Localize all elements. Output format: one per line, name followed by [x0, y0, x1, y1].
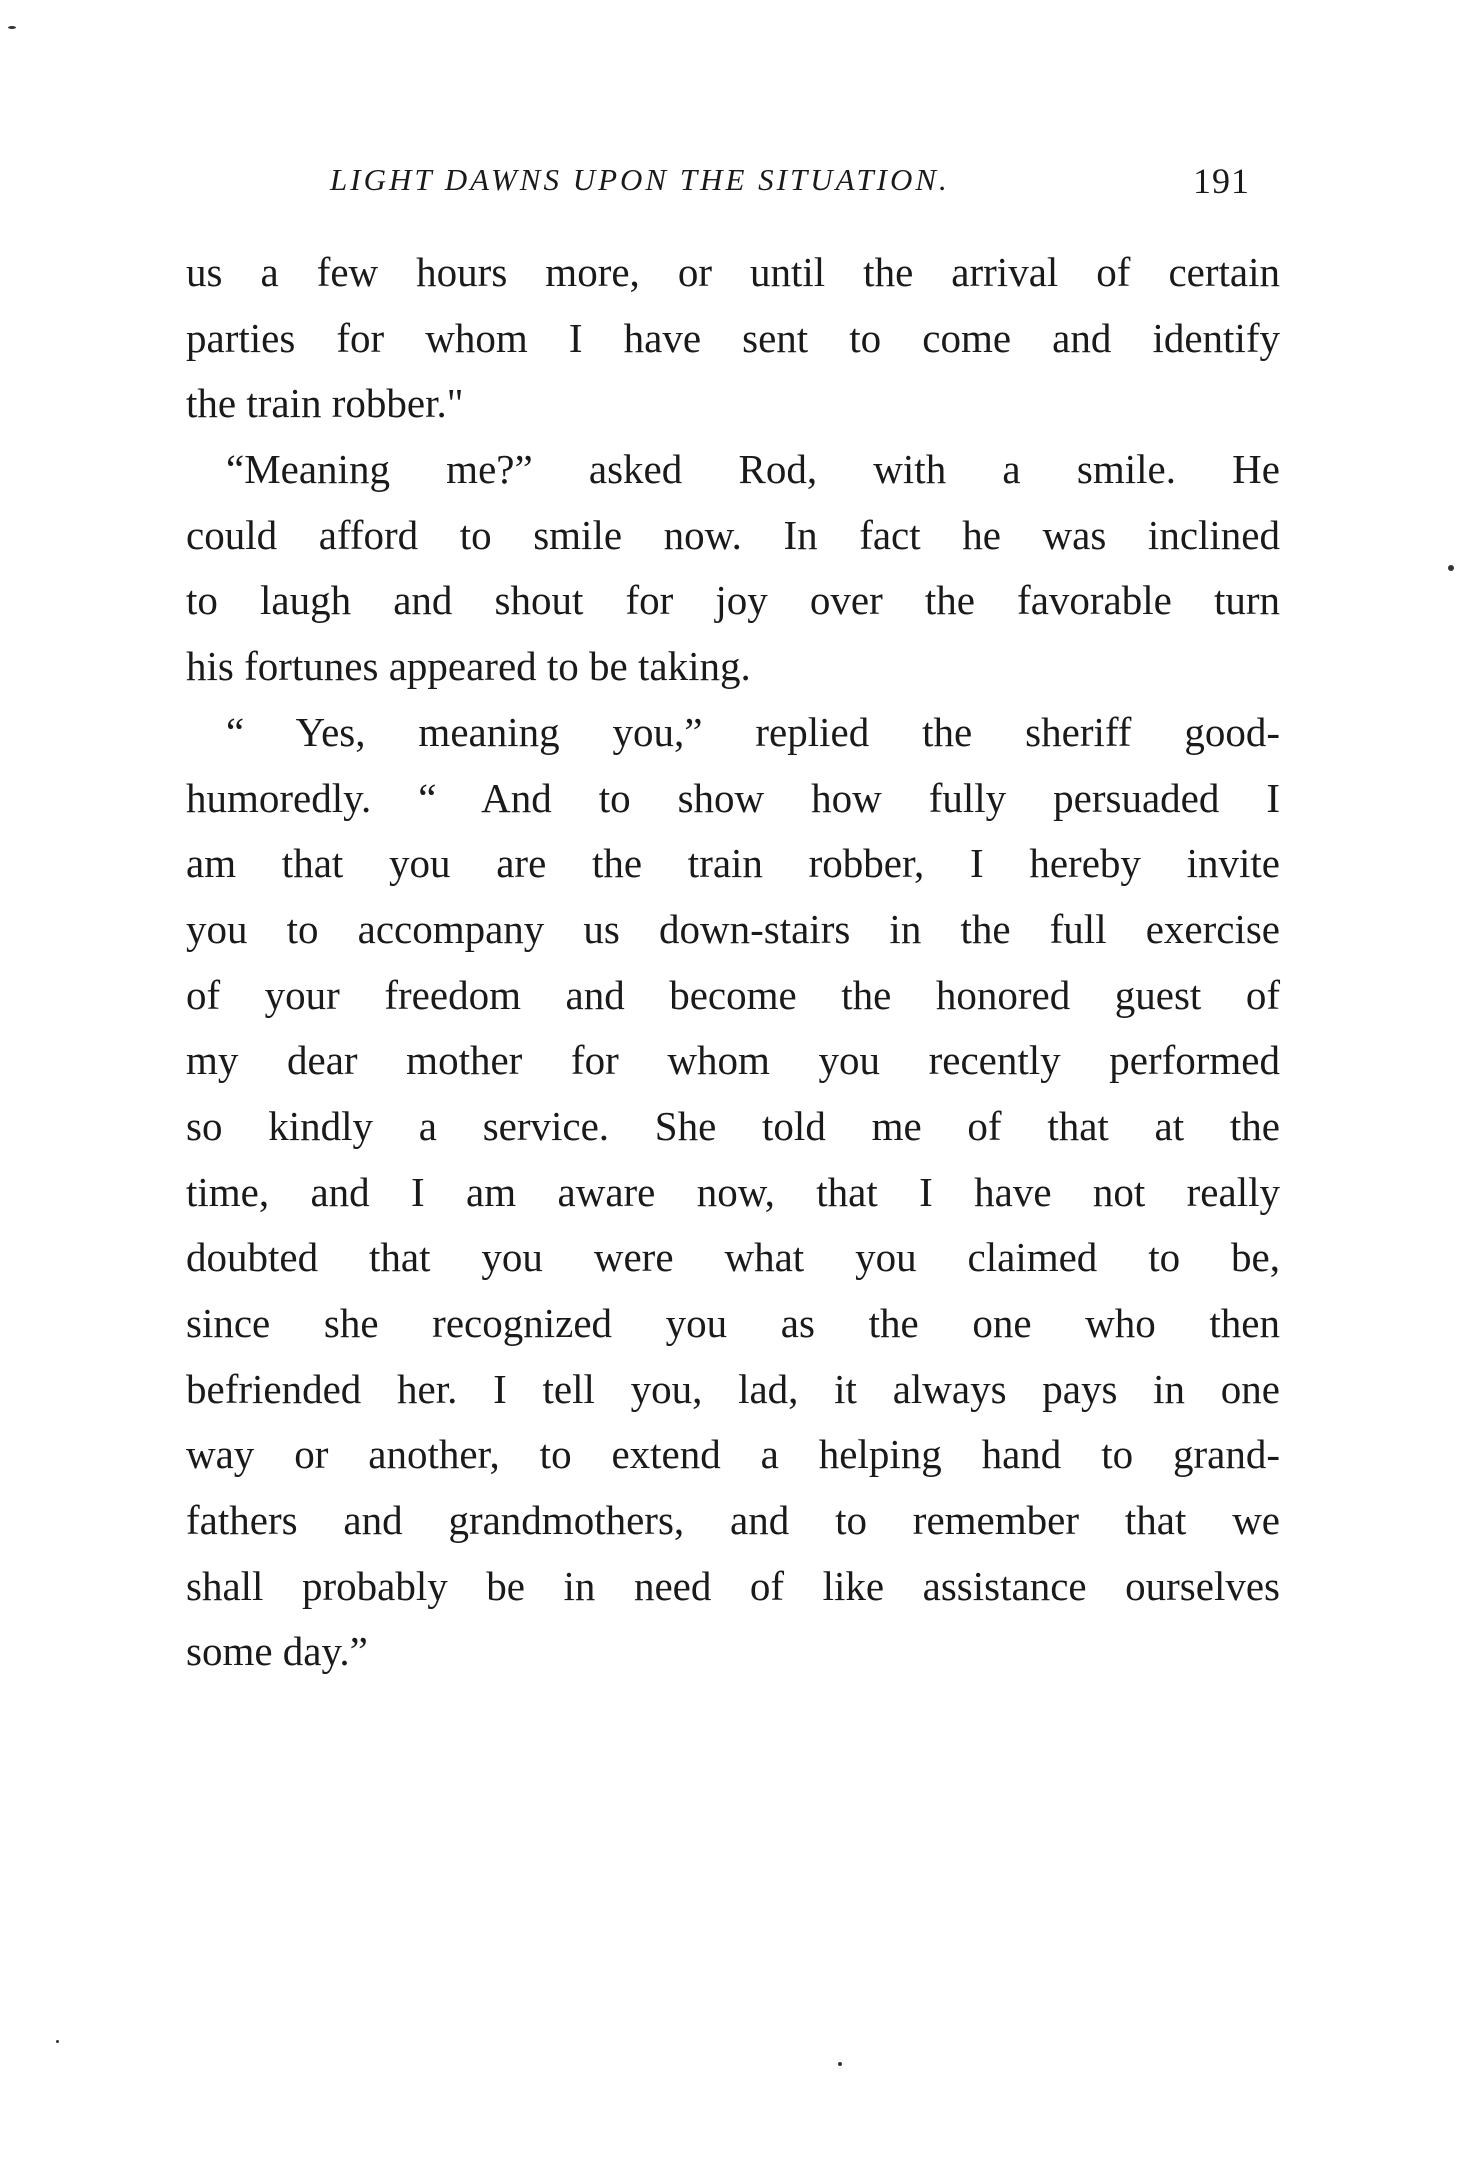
text-line: “ Yes, meaning you,” replied the sheriff good- [226, 708, 1280, 755]
text-line: since she recognized you as the one who then [186, 1300, 1280, 1346]
text-line: fathers and grandmothers, and to remember that we [186, 1497, 1280, 1544]
text-line: “Meaning me?” asked Rod, with a smile. He [226, 446, 1280, 493]
running-head [330, 162, 1250, 206]
text-line: us a few hours more, or until the arrival of certain [186, 249, 1280, 295]
text-line: am that you are the train robber, I hereby invite [186, 840, 1280, 887]
text-line: doubted that you were what you claimed to be, [186, 1234, 1280, 1281]
scan-speck [56, 2040, 59, 2043]
scan-speck [1448, 565, 1454, 571]
text-line: some day.” [186, 1628, 368, 1675]
text-line: his fortunes appeared to be taking. [186, 643, 751, 690]
scan-speck [838, 2062, 842, 2066]
text-line: humoredly. “ And to show how fully persuaded I [186, 774, 1280, 821]
scan-speck [8, 26, 16, 29]
text-line: befriended her. I tell you, lad, it always pays in one [186, 1365, 1280, 1412]
text-line: time, and I am aware now, that I have not really [186, 1168, 1280, 1215]
running-title: LIGHT DAWNS UPON THE SITUATION. [330, 162, 950, 197]
body-text [186, 240, 1280, 1685]
text-line: of your freedom and become the honored guest of [186, 971, 1280, 1018]
page-number: 191 [1193, 161, 1250, 201]
text-line: parties for whom I have sent to come and identify [186, 314, 1280, 361]
text-line: could afford to smile now. In fact he was inclined [186, 511, 1280, 558]
text-line: shall probably be in need of like assistance ourselves [186, 1562, 1280, 1609]
text-line: so kindly a service. She told me of that at the [186, 1102, 1280, 1149]
text-line: my dear mother for whom you recently performed [186, 1037, 1280, 1084]
text-line: you to accompany us down-stairs in the full exercise [186, 905, 1280, 952]
text-line: to laugh and shout for joy over the favorable turn [186, 577, 1280, 624]
text-line: the train robber." [186, 380, 464, 427]
text-line: way or another, to extend a helping hand to grand- [186, 1431, 1280, 1478]
